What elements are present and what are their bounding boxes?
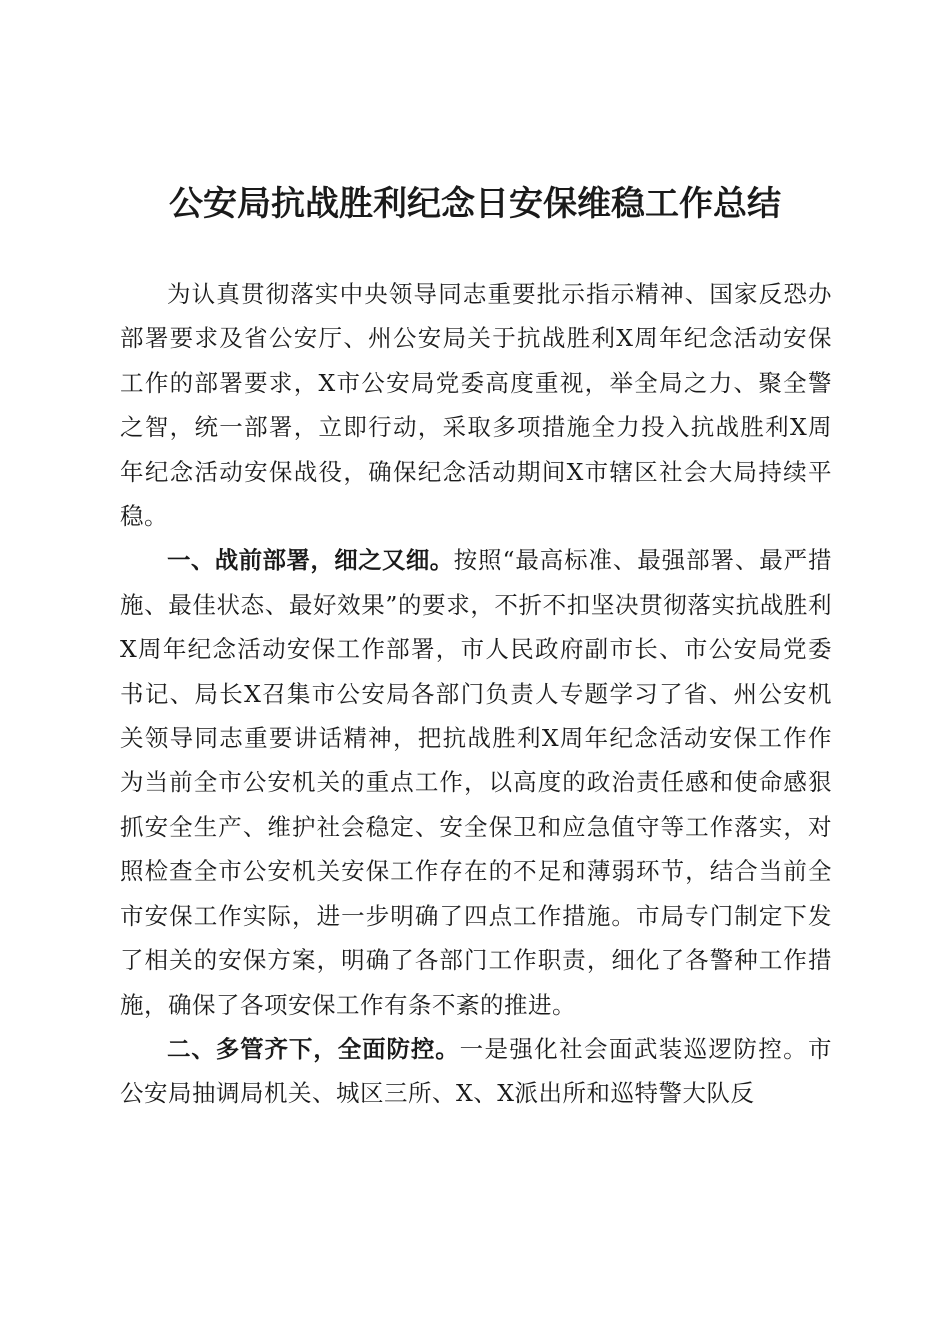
document-body	[120, 272, 832, 1116]
intro-paragraph: 为认真贯彻落实中央领导同志重要批示指示精神、国家反恐办部署要求及省公安厅、州公安局关于抗战胜利X周年纪念活动安保工作的部署要求，X市公安局党委高度重视，举全局之力、聚全警之智，统一部署，立即行动，采取多项措施全力投入抗战胜利X周年纪念活动安保战役，确保纪念活动期间X市辖区社会大局持续平稳。	[120, 280, 832, 531]
document-title: 公安局抗战胜利纪念日安保维稳工作总结	[169, 184, 781, 224]
section-2-text: 一是强化社会面武装巡逻防控。市公安局抽调局机关、城区三所、X、X派出所和巡特警大队反	[120, 1034, 833, 1108]
section-1-text: 按照“最高标准、最强部署、最严措施、最佳状态、最好效果”的要求，不折不扣坚决贯彻落实抗战胜利X周年纪念活动安保工作部署，市人民政府副市长、市公安局党委书记、局长X召集市公安局各部门负责人专题学习了省、州公安机关领导同志重要讲话精神，把抗战胜利X周年纪念活动安保工作作为当前全市公安机关的重点工作，以高度的政治责任感和使命感狠抓安全生产、维护社会稳定、安全保卫和应急值守等工作落实，对照检查全市公安机关安保工作存在的不足和薄弱环节，结合当前全市安保工作实际，进一步明确了四点工作措施。市局专门制定下发了相关的安保方案，明确了各部门工作职责，细化了各警种工作措施，确保了各项安保工作有条不紊的推进。	[120, 546, 833, 1019]
section-1-heading: 一、战前部署，细之又细。	[167, 546, 454, 575]
section-2-paragraph	[120, 1027, 832, 1116]
section-2-heading: 二、多管齐下，全面防控。	[167, 1034, 460, 1063]
section-1-paragraph	[120, 538, 832, 1026]
